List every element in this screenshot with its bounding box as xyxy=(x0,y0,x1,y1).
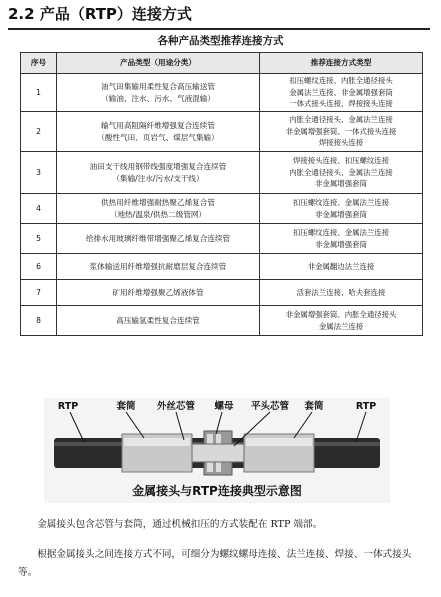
table-row xyxy=(21,280,423,306)
core-tube xyxy=(192,444,244,462)
label-rtp-left: RTP xyxy=(57,401,79,412)
cell-no: 5 xyxy=(21,224,57,254)
table-row xyxy=(21,194,423,224)
cell-type: 浆体输送用纤维增强抗耐磨层复合连续管 xyxy=(57,254,260,280)
cell-no: 3 xyxy=(21,152,57,194)
connection-table xyxy=(20,52,423,336)
label-sleeve-left: 套筒 xyxy=(116,401,136,412)
label-sleeve-right: 套筒 xyxy=(304,401,324,412)
header-recommended: 推荐连接方式类型 xyxy=(260,53,423,74)
cell-recommended: 非金属增强套筒、内胀全通径接头 金属法兰连接 xyxy=(260,306,423,336)
label-flat-core: 平头芯管 xyxy=(250,401,290,412)
cell-recommended: 焊接接头连接、扣压螺纹连接 内胀全通径接头、金属法兰连接 非金属增强套筒 xyxy=(260,152,423,194)
cell-type: 矿用纤维增强聚乙烯液体管 xyxy=(57,280,260,306)
connector-svg xyxy=(44,398,390,503)
cell-recommended: 扣压螺纹连接、金属法兰连接 非金属增强套筒 xyxy=(260,224,423,254)
heading-rule xyxy=(8,28,430,30)
table-row xyxy=(21,112,423,152)
header-type: 产品类型（用途分类） xyxy=(57,53,260,74)
table-row xyxy=(21,254,423,280)
section-heading xyxy=(8,4,428,24)
cell-type: 油气田集输用柔性复合高压输送管 （输油、注水、污水、气液混输） xyxy=(57,74,260,112)
cell-no: 1 xyxy=(21,74,57,112)
cell-no: 7 xyxy=(21,280,57,306)
label-rtp-right: RTP xyxy=(355,401,377,412)
cell-no: 6 xyxy=(21,254,57,280)
table-row xyxy=(21,152,423,194)
label-nut: 螺母 xyxy=(214,401,234,412)
cell-type: 高压输氢柔性复合连续管 xyxy=(57,306,260,336)
cell-type: 供热用纤维增强耐热聚乙烯复合管 （地热/温泉/供热二级管网） xyxy=(57,194,260,224)
cell-type: 输气用高阻隔纤维增强复合连续管 （酸性气田、页岩气、煤层气集输） xyxy=(57,112,260,152)
cell-type: 给排水用玻璃纤维带增强聚乙烯复合连续管 xyxy=(57,224,260,254)
table-row xyxy=(21,306,423,336)
paragraph-1: 金属接头包含芯管与套筒，通过机械扣压的方式装配在 RTP 端部。 xyxy=(37,519,323,530)
figure-caption: 金属接头与RTP连接典型示意图 xyxy=(132,484,302,498)
cell-no: 2 xyxy=(21,112,57,152)
connector-diagram xyxy=(44,398,390,503)
label-outer-thread-core: 外丝芯管 xyxy=(156,401,196,412)
cell-recommended: 扣压螺纹连接、金属法兰连接 非金属增强套筒 xyxy=(260,194,423,224)
cell-no: 8 xyxy=(21,306,57,336)
table-header-row xyxy=(21,53,423,74)
table-row xyxy=(21,224,423,254)
cell-recommended: 扣压螺纹连接、内胀全通径接头 金属法兰连接、非金属增强套筒 一体式接头连接、焊接接头连接 xyxy=(260,74,423,112)
table-row xyxy=(21,74,423,112)
header-no: 序号 xyxy=(21,53,57,74)
cell-no: 4 xyxy=(21,194,57,224)
section-title: 产品（RTP）连接方式 xyxy=(39,5,192,23)
section-number: 2.2 xyxy=(8,5,35,23)
cell-type: 油田支干线用钢带线强度增强复合连续管 （集输/注水/污水/支干线） xyxy=(57,152,260,194)
cell-recommended: 非金属翻边法兰连接 xyxy=(260,254,423,280)
cell-recommended: 内胀全通径接头、金属法兰连接 非金属增强套筒、一体式接头连接 焊接接头连接 xyxy=(260,112,423,152)
paragraph-2: 根据金属接头之间连接方式不同，可细分为螺纹螺母连接、法兰连接、焊接、一体式接头等。 xyxy=(18,549,412,578)
cell-recommended: 活套法兰连接、哈夫套连接 xyxy=(260,280,423,306)
table-title: 各种产品类型推荐连接方式 xyxy=(157,35,284,47)
